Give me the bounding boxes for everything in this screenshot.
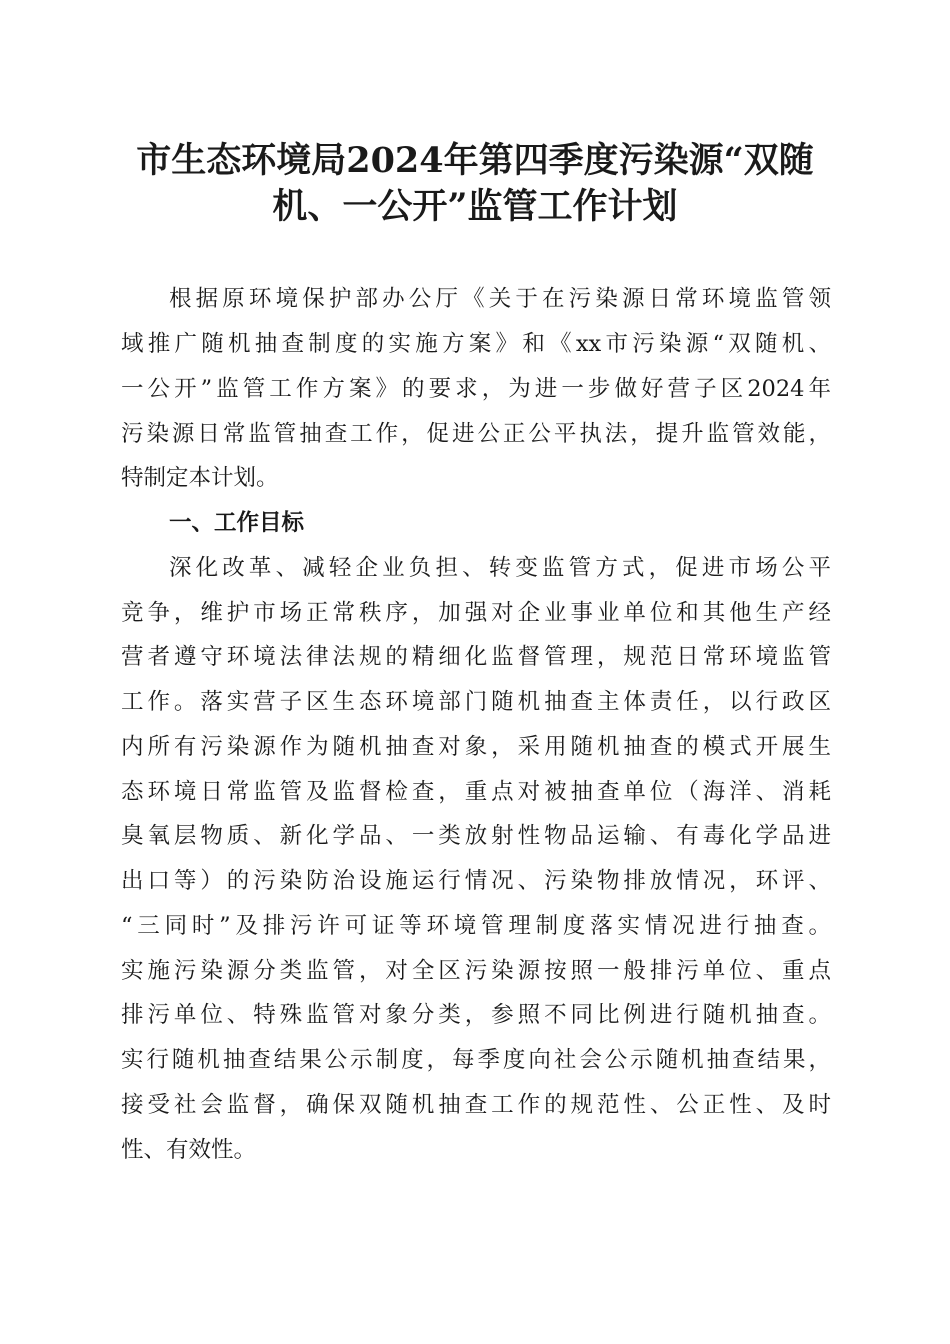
section-paragraph-line: 臭氧层物质、新化学品、一类放射性物品运输、有毒化学品进 (121, 823, 831, 849)
section-paragraph-line: 工作。落实营子区生态环境部门随机抽查主体责任，以行政区 (121, 689, 831, 715)
intro-paragraph-line: 特制定本计划。 (121, 465, 279, 491)
section-paragraph-line: 深化改革、减轻企业负担、转变监管方式，促进市场公平 (169, 555, 831, 581)
section-paragraph-line: 态环境日常监管及监督检查，重点对被抽查单位（海洋、消耗 (121, 779, 831, 805)
section-paragraph-line: 接受社会监督，确保双随机抽查工作的规范性、公正性、及时 (121, 1092, 831, 1118)
document-title-line-2: 机、一公开”监管工作计划 (272, 186, 678, 227)
section-paragraph-line: 营者遵守环境法律法规的精细化监督管理，规范日常环境监管 (121, 644, 831, 670)
section-paragraph-line: 实施污染源分类监管，对全区污染源按照一般排污单位、重点 (121, 958, 831, 984)
section-paragraph-line: “三同时”及排污许可证等环境管理制度落实情况进行抽查。 (121, 913, 831, 939)
intro-paragraph-line: 一公开”监管工作方案》的要求，为进一步做好营子区2024年 (121, 376, 831, 402)
intro-paragraph-line: 污染源日常监管抽查工作，促进公正公平执法，提升监管效能， (121, 421, 831, 447)
intro-paragraph-line: 根据原环境保护部办公厅《关于在污染源日常环境监管领 (169, 286, 831, 312)
section-paragraph-line: 性、有效性。 (121, 1137, 257, 1163)
section-paragraph-line: 内所有污染源作为随机抽查对象，采用随机抽查的模式开展生 (121, 734, 831, 760)
section-paragraph-line: 实行随机抽查结果公示制度，每季度向社会公示随机抽查结果， (121, 1047, 831, 1073)
section-paragraph-line: 排污单位、特殊监管对象分类，参照不同比例进行随机抽查。 (121, 1002, 831, 1028)
section-heading-work-goals: 一、工作目标 (169, 510, 305, 536)
section-paragraph-line: 竞争，维护市场正常秩序，加强对企业事业单位和其他生产经 (121, 600, 831, 626)
document-title-line-1: 市生态环境局2024年第四季度污染源“双随 (136, 140, 814, 181)
section-paragraph-line: 出口等）的污染防治设施运行情况、污染物排放情况，环评、 (121, 868, 831, 894)
intro-paragraph-line: 域推广随机抽查制度的实施方案》和《xx市污染源“双随机、 (121, 331, 831, 357)
